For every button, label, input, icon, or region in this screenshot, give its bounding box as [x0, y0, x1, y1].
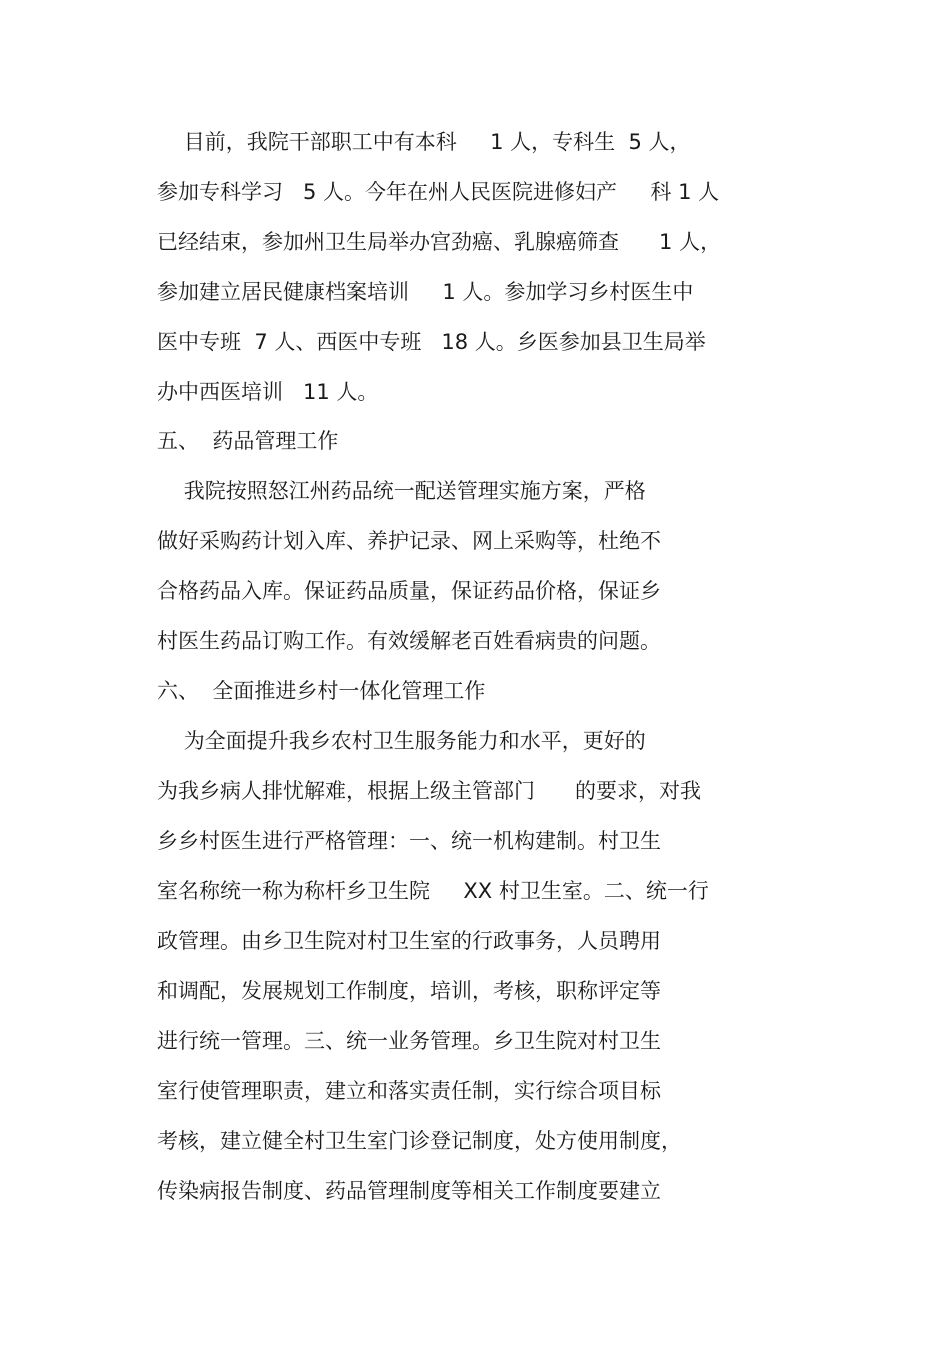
text-line: 进行统一管理。三、统一业务管理。乡卫生院对村卫生 — [157, 1029, 661, 1053]
text-line: 医中专班 7 人、西医中专班 18 人。乡医参加县卫生局举 — [157, 330, 706, 354]
text-line: 考核，建立健全村卫生室门诊登记制度，处方使用制度， — [157, 1129, 682, 1153]
text-line: 乡乡村医生进行严格管理：一、统一机构建制。村卫生 — [157, 829, 661, 853]
text-line: 为我乡病人排忧解难，根据上级主管部门 的要求，对我 — [157, 779, 702, 803]
section-heading: 五、 药品管理工作 — [157, 429, 339, 453]
section-heading: 六、 全面推进乡村一体化管理工作 — [157, 679, 486, 703]
text-line: 合格药品入库。保证药品质量，保证药品价格，保证乡 — [157, 579, 661, 603]
text-line: 已经结束，参加州卫生局举办宫劲癌、乳腺癌筛查 1 人， — [157, 230, 722, 254]
text-line: 参加建立居民健康档案培训 1 人。参加学习乡村医生中 — [157, 280, 694, 304]
text-line: 做好采购药计划入库、养护记录、网上采购等，杜绝不 — [157, 529, 661, 553]
text-line: 我院按照怒江州药品统一配送管理实施方案，严格 — [157, 479, 646, 503]
text-line: 参加专科学习 5 人。今年在州人民医院进修妇产 科 1 人 — [157, 180, 720, 204]
text-line: 办中西医培训 11 人。 — [157, 380, 379, 404]
text-line: 政管理。由乡卫生院对村卫生室的行政事务，人员聘用 — [157, 929, 661, 953]
text-line: 为全面提升我乡农村卫生服务能力和水平，更好的 — [157, 729, 646, 753]
text-line: 室名称统一称为称杆乡卫生院 XX 村卫生室。二、统一行 — [157, 879, 709, 903]
text-line: 村医生药品订购工作。有效缓解老百姓看病贵的问题。 — [157, 629, 661, 653]
text-line: 传染病报告制度、药品管理制度等相关工作制度要建立 — [157, 1179, 661, 1203]
text-line: 室行使管理职责，建立和落实责任制，实行综合项目标 — [157, 1079, 661, 1103]
text-line: 和调配，发展规划工作制度，培训，考核，职称评定等 — [157, 979, 661, 1003]
text-line: 目前，我院干部职工中有本科 1 人，专科生 5 人， — [157, 130, 691, 154]
